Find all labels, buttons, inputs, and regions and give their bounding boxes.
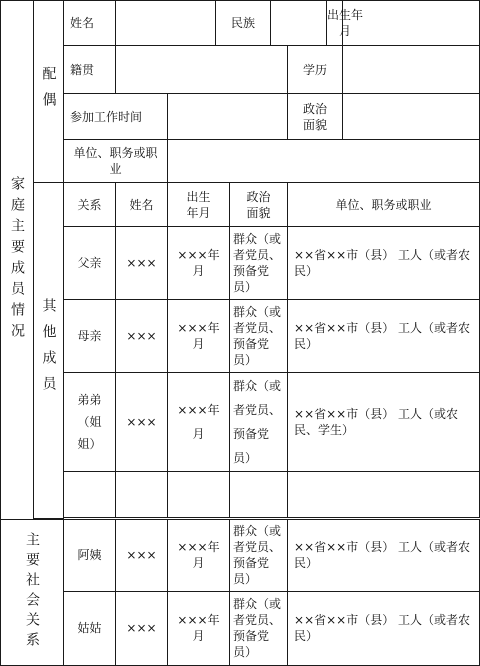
spouse-name-label: 姓名 <box>64 1 116 46</box>
row-relation: 父亲 <box>64 227 116 300</box>
spouse-birth-field[interactable] <box>343 1 480 46</box>
empty-organization[interactable] <box>288 472 480 518</box>
row-political: 群众（或者党员、预备党员） <box>230 373 288 472</box>
header-political-text: 政治面貌 <box>246 189 271 220</box>
header-organization: 单位、职务或职业 <box>288 183 480 227</box>
row-political: 群众（或者党员、预备党员） <box>230 227 288 300</box>
empty-birth[interactable] <box>168 472 230 518</box>
row-name: ××× <box>116 591 168 665</box>
spouse-political-label-text: 政治面貌 <box>303 101 328 132</box>
header-birth-text: 出生年月 <box>186 189 211 220</box>
row-name: ××× <box>116 519 168 591</box>
row-organization: ××省××市（县） 工人（或者农民） <box>288 591 480 665</box>
row-political: 群众（或者党员、预备党员） <box>230 591 288 665</box>
spouse-native-place-field[interactable] <box>116 46 288 94</box>
row-organization: ××省××市（县） 工人（或农民、学生） <box>288 373 480 472</box>
spouse-political-field[interactable] <box>343 94 480 140</box>
spouse-education-field[interactable] <box>343 46 480 94</box>
family-section-title-cell <box>1 1 34 520</box>
spouse-birth-label-text: 出生年月 <box>327 8 364 38</box>
header-name: 姓名 <box>116 183 168 227</box>
row-relation-text: 弟弟（姐姐） <box>77 393 102 451</box>
spouse-ethnicity-label: 民族 <box>216 1 271 46</box>
row-name: ××× <box>116 373 168 472</box>
row-relation: 母亲 <box>64 300 116 373</box>
social-section-title: 主要社会关系 <box>24 532 40 652</box>
spouse-education-label: 学历 <box>288 46 343 94</box>
row-birth: ×××年月 <box>168 591 230 665</box>
spouse-native-place-label: 籍贯 <box>64 46 116 94</box>
row-name: ××× <box>116 300 168 373</box>
header-birth <box>168 183 230 227</box>
spouse-group-cell <box>34 1 64 183</box>
spouse-birth-label <box>327 1 364 46</box>
header-political <box>230 183 288 227</box>
spouse-ethnicity-field[interactable] <box>271 1 327 46</box>
header-relation: 关系 <box>64 183 116 227</box>
spouse-work-start-field[interactable] <box>168 94 288 140</box>
others-group-label: 其他成员 <box>40 298 57 403</box>
row-birth: ×××年月 <box>168 300 230 373</box>
spouse-occupation-label-text: 单位、职务或职业 <box>73 146 158 176</box>
row-political: 群众（或者党员、预备党员） <box>230 300 288 373</box>
empty-political[interactable] <box>230 472 288 518</box>
row-political: 群众（或者党员、预备党员） <box>230 519 288 591</box>
row-organization: ××省××市（县） 工人（或者农民） <box>288 519 480 591</box>
row-organization: ××省××市（县） 工人（或者农民） <box>288 300 480 373</box>
row-organization: ××省××市（县） 工人（或者农民） <box>288 227 480 300</box>
spouse-occupation-label <box>64 140 168 183</box>
family-section-title: 家庭主要成员情况 <box>9 175 25 344</box>
row-relation: 阿姨 <box>64 519 116 591</box>
spouse-group-label: 配偶 <box>40 65 57 118</box>
spouse-occupation-field[interactable] <box>168 140 480 183</box>
row-birth: ×××年月 <box>168 519 230 591</box>
spouse-name-field[interactable] <box>116 1 216 46</box>
spouse-political-label <box>288 94 343 140</box>
row-relation: 姑姑 <box>64 591 116 665</box>
row-birth: ×××年月 <box>168 373 230 472</box>
row-relation <box>64 373 116 472</box>
empty-relation[interactable] <box>64 472 116 518</box>
social-section-cell <box>1 519 64 665</box>
empty-name[interactable] <box>116 472 168 518</box>
row-name: ××× <box>116 227 168 300</box>
spouse-work-start-label: 参加工作时间 <box>64 94 168 140</box>
others-group-cell <box>34 183 64 519</box>
row-birth: ×××年月 <box>168 227 230 300</box>
